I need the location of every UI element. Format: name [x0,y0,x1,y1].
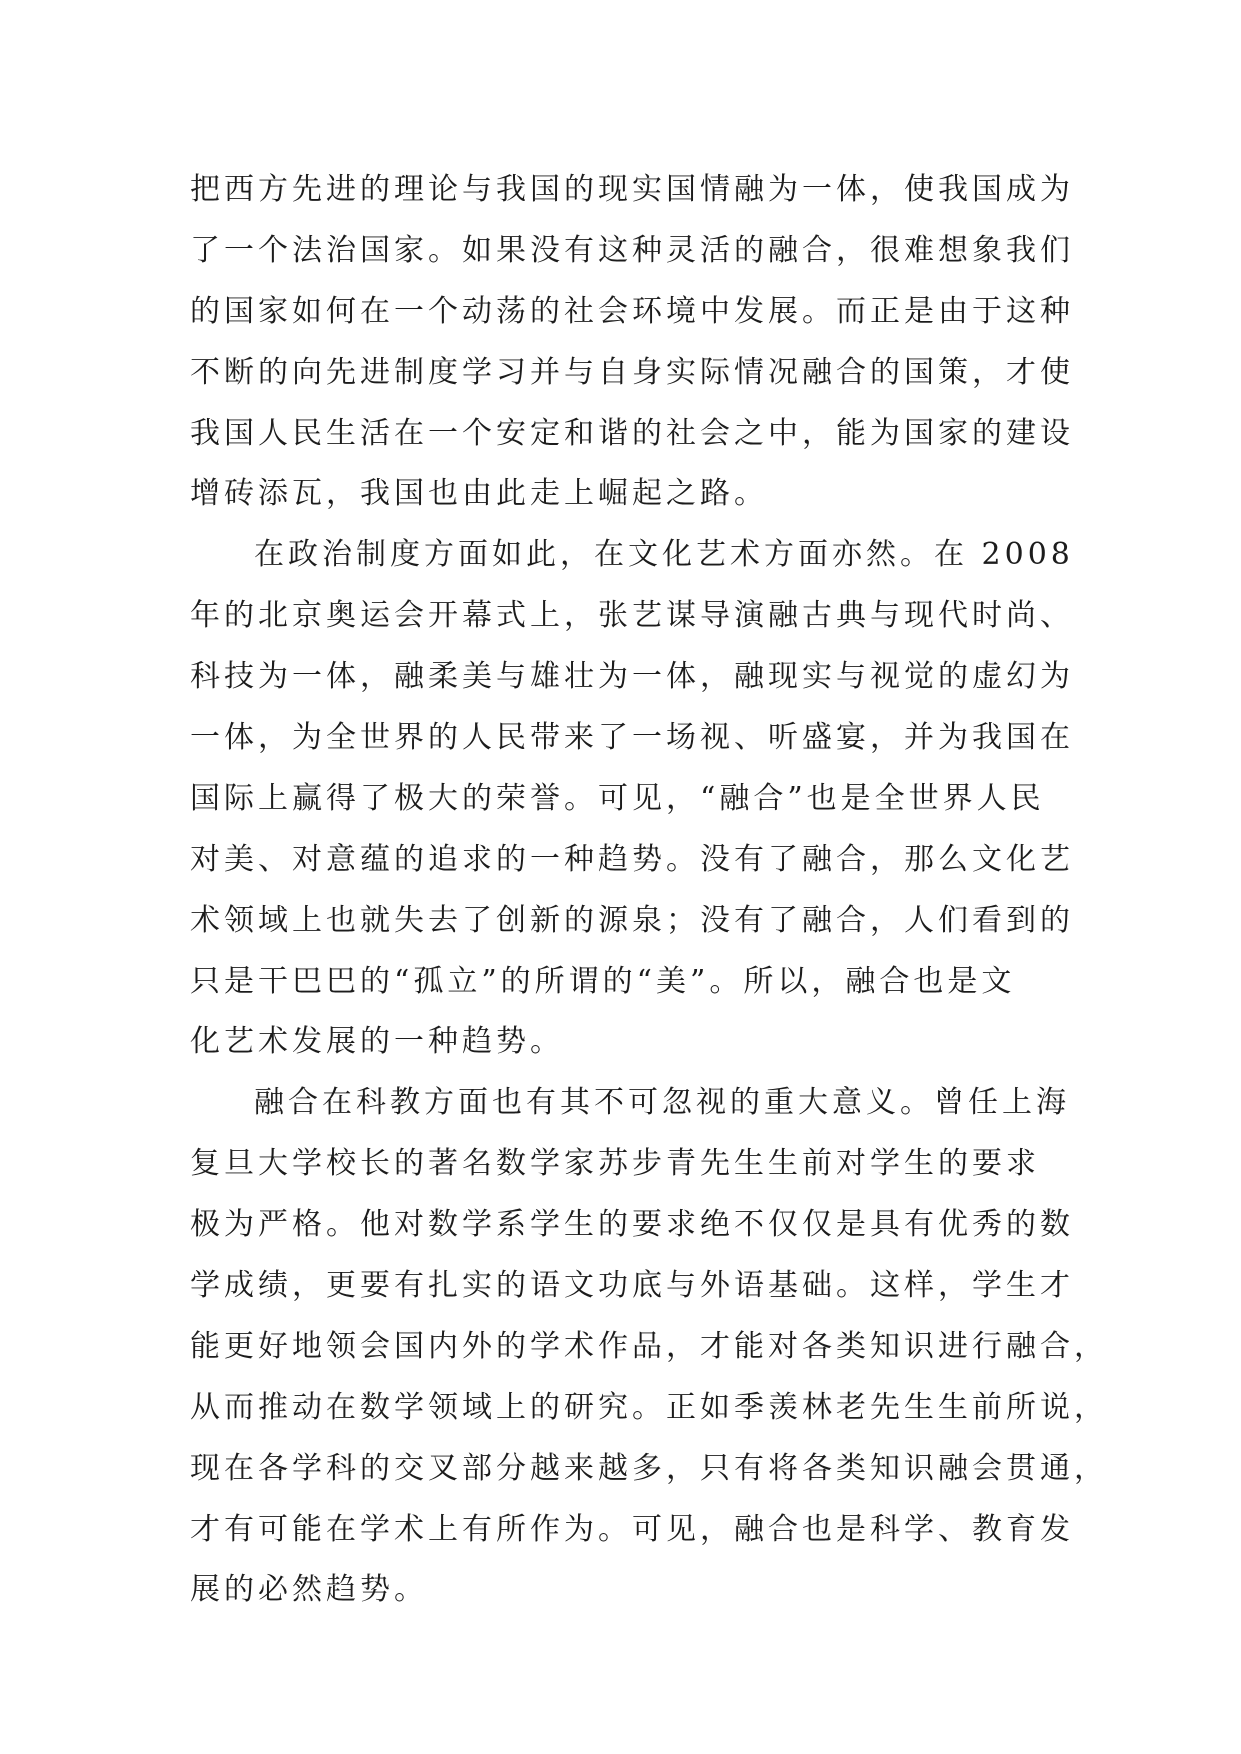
text-line: 学成绩，更要有扎实的语文功底与外语基础。这样，学生才 [190,1268,1074,1304]
text-line: 一体，为全世界的人民带来了一场视、听盛宴，并为我国在 [190,720,1074,756]
text-line-first: 在政治制度方面如此，在文化艺术方面亦然。在 2008 [254,537,1074,573]
text-line: 才有可能在学术上有所作为。可见，融合也是科学、教育发 [190,1511,1074,1547]
text-line: 不断的向先进制度学习并与自身实际情况融合的国策，才使 [190,354,1074,390]
text-line: 的国家如何在一个动荡的社会环境中发展。而正是由于这种 [190,293,1074,329]
text-line: 复旦大学校长的著名数学家苏步青先生生前对学生的要求 [190,1146,1040,1182]
text-line: 极为严格。他对数学系学生的要求绝不仅仅是具有优秀的数 [190,1207,1074,1243]
text-line: 国际上赢得了极大的荣誉。可见，“融合”也是全世界人民 [190,780,1045,816]
paragraph-1 [190,160,1074,525]
text-line: 科技为一体，融柔美与雄壮为一体，融现实与视觉的虚幻为 [190,659,1074,695]
text-line: 现在各学科的交叉部分越来越多，只有将各类知识融会贯通， [190,1450,1108,1486]
paragraph-3 [190,1073,1108,1621]
text-line: 从而推动在数学领域上的研究。正如季羡林老先生生前所说， [190,1389,1108,1425]
text-line: 只是干巴巴的“孤立”的所谓的“美”。所以，融合也是文 [190,963,1016,999]
text-line-first: 融合在科教方面也有其不可忽视的重大意义。曾任上海 [254,1085,1070,1121]
text-line: 化艺术发展的一种趋势。 [190,1024,564,1060]
document-body [190,160,1108,1621]
text-line: 对美、对意蕴的追求的一种趋势。没有了融合，那么文化艺 [190,841,1074,877]
text-line: 了一个法治国家。如果没有这种灵活的融合，很难想象我们 [190,232,1074,268]
text-line: 把西方先进的理论与我国的现实国情融为一体，使我国成为 [190,172,1074,207]
text-line: 术领域上也就失去了创新的源泉；没有了融合，人们看到的 [190,902,1074,938]
text-line: 展的必然趋势。 [190,1572,428,1608]
text-line: 我国人民生活在一个安定和谐的社会之中，能为国家的建设 [190,415,1074,451]
text-line: 年的北京奥运会开幕式上，张艺谋导演融古典与现代时尚、 [190,598,1074,634]
paragraph-2 [190,525,1074,1073]
text-line: 增砖添瓦，我国也由此走上崛起之路。 [190,476,768,512]
text-line: 能更好地领会国内外的学术作品，才能对各类知识进行融合， [190,1328,1108,1364]
